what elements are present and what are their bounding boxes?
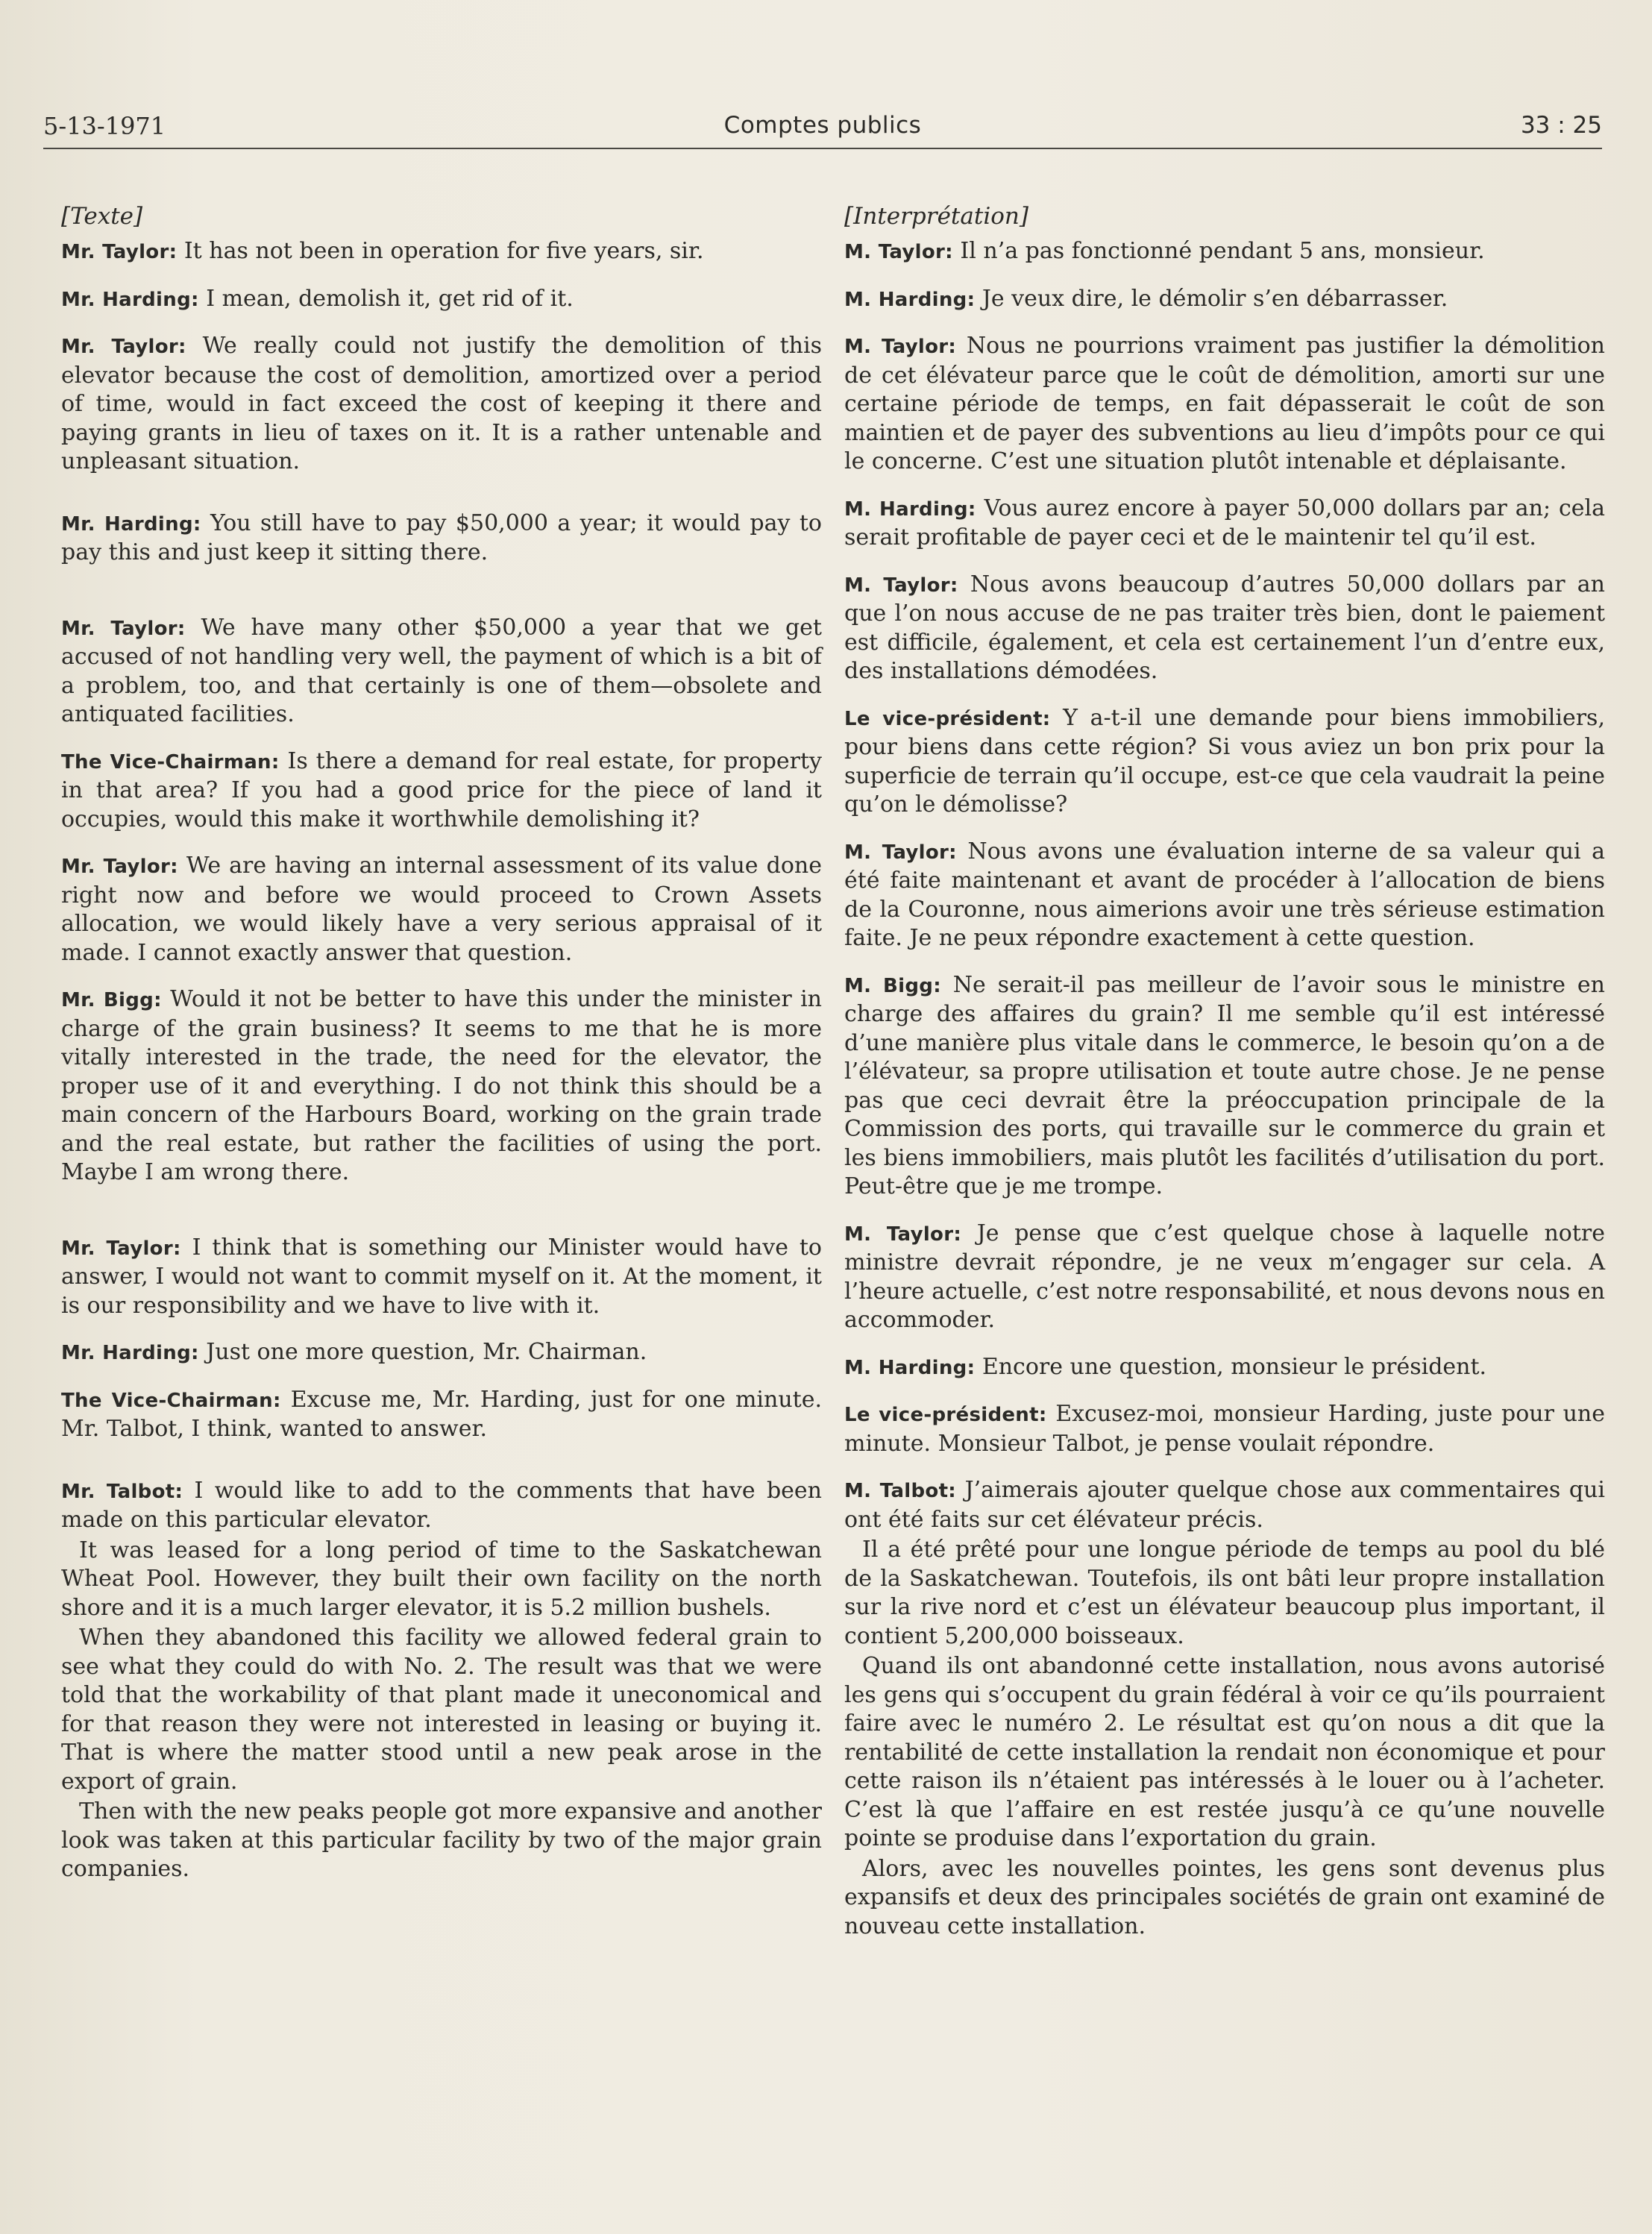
paragraph bbox=[61, 1624, 822, 1796]
speaker-name: M. Taylor: bbox=[844, 841, 957, 864]
paragraph bbox=[61, 614, 822, 729]
paragraph-text: Y a-t-il une demande pour biens immobiliers, pour biens dans cette région? Si vous aviez un bon prix pour la superficie de terrain qu’il occupe, est-ce que cela vaudrait la peine qu’on le démolisse? bbox=[844, 704, 1605, 818]
speaker-name: Mr. Taylor: bbox=[61, 856, 178, 878]
speaker-name: Mr. Taylor: bbox=[61, 336, 186, 358]
paragraph bbox=[844, 237, 1605, 267]
paragraph bbox=[844, 838, 1605, 953]
speaker-name: M. Harding: bbox=[844, 288, 976, 311]
paragraph-text: We really could not justify the demolition of this elevator because the cost of demolition, amortized over a period of time, would in fact exceed the cost of keeping it there and paying grants in lieu of taxes on it. It is a rather untenable and unpleasant situation. bbox=[61, 333, 822, 474]
speaker-name: Mr. Bigg: bbox=[61, 989, 162, 1011]
speaker-name: Mr. Harding: bbox=[61, 288, 199, 311]
paragraph-text: Ne serait-il pas meilleur de l’avoir sous le ministre en charge des affaires du grain? Il me semble qu’il est intéressé d’une manière plus vitale dans le commerce, le besoin qu’on a de l’élévateur, sa propre utilisation et toute autre chose. Je ne pense pas que ceci devrait être la préoccupation principale de la Commission des ports, qui travaille sur le commerce du grain et les biens immobiliers, mais plutôt les facilités d’utilisation du port. Peut-être que je me trompe. bbox=[844, 971, 1605, 1199]
speaker-name: Le vice-président: bbox=[844, 1404, 1047, 1426]
paragraph-text: Nous ne pourrions vraiment pas justifier la démolition de cet élévateur parce que le coût de démolition, amorti sur une certaine période de temps, en fait dépasserait le coût de son maintien et de payer des subventions au lieu d’impôts pour ce qui le concerne. C’est une situation plutôt intenable et déplaisante. bbox=[844, 333, 1606, 474]
speaker-name: The Vice-Chairman: bbox=[61, 1389, 281, 1412]
paragraph-text: Excuse me, Mr. Harding, just for one minute. Mr. Talbot, I think, wanted to answer. bbox=[61, 1386, 822, 1442]
paragraph bbox=[844, 1652, 1605, 1854]
paragraph-text: Excusez-moi, monsieur Harding, juste pour une minute. Monsieur Talbot, je pense voulait répondre. bbox=[844, 1401, 1605, 1457]
paragraph-text: You still have to pay $50,000 a year; it would pay to pay this and just keep it sitting there. bbox=[61, 509, 822, 565]
paragraph bbox=[61, 1798, 822, 1884]
paragraph bbox=[61, 285, 822, 315]
paragraph-text: Il n’a pas fonctionné pendant 5 ans, monsieur. bbox=[952, 238, 1485, 264]
speaker-name: Mr. Harding: bbox=[61, 512, 201, 536]
paragraph bbox=[844, 495, 1605, 553]
paragraph bbox=[61, 1386, 822, 1444]
english-column bbox=[61, 201, 822, 1886]
speaker-name: M. Taylor: bbox=[844, 574, 958, 597]
speaker-name: M. Taylor: bbox=[844, 336, 957, 358]
speaker-name: Mr. Taylor: bbox=[61, 617, 186, 640]
speaker-name: M. Taylor: bbox=[844, 1223, 962, 1246]
paragraph-text: Quand ils ont abandonné cette installation, nous avons autorisé les gens qui s’occupent du grain fédéral à voir ce qu’ils pourraient faire avec le numéro 2. Le résultat est qu’on nous a dit que la rentabilité de cette installation la rendait non économique et pour cette raison ils n’étaient pas intéressés à le louer ou à l’acheter. C’est là que l’affaire en est restée jusqu’à ce qu’une nouvelle pointe se produise dans l’exportation du grain. bbox=[844, 1653, 1605, 1851]
paragraph bbox=[844, 1353, 1605, 1383]
paragraph bbox=[844, 285, 1605, 315]
paragraph-text: J’aimerais ajouter quelque chose aux commentaires qui ont été faits sur cet élévateur précis. bbox=[844, 1477, 1605, 1533]
speaker-name: M. Harding: bbox=[844, 1356, 976, 1379]
column-tag: [Texte] bbox=[61, 203, 143, 230]
speaker-name: M. Taylor: bbox=[844, 241, 953, 263]
paragraph-text: Il a été prêté pour une longue période de temps au pool du blé de la Saskatchewan. Toutefois, ils ont bâti leur propre installation sur la rive nord et c’est un élévateur beaucoup plus important, il contient 5,200,000 boisseaux. bbox=[844, 1537, 1605, 1649]
paragraph bbox=[844, 1220, 1605, 1335]
paragraph-text: Vous aurez encore à payer 50,000 dollars par an; cela serait profitable de payer ceci et de le maintenir tel qu’il est. bbox=[844, 495, 1605, 550]
paragraph-text: Je pense que c’est quelque chose à laquelle notre ministre devrait répondre, je ne veux m’engager sur cela. A l’heure actuelle, c’est notre responsabilité, et nous devons nous en accommoder. bbox=[844, 1220, 1606, 1333]
paragraph bbox=[844, 1400, 1605, 1458]
paragraph-text: Then with the new peaks people got more expansive and another look was taken at this particular facility by two of the major grain companies. bbox=[61, 1798, 822, 1882]
speaker-name: M. Harding: bbox=[844, 498, 976, 521]
speaker-name: M. Talbot: bbox=[844, 1480, 957, 1502]
paragraph bbox=[61, 985, 822, 1187]
paragraph-text: Nous avons une évaluation interne de sa valeur qui a été faite maintenant et avant de procéder à l’allocation de biens de la Couronne, nous aimerions avoir une très sérieuse estimation faite. Je ne peux répondre exactement à cette question. bbox=[844, 838, 1606, 951]
french-column bbox=[844, 201, 1605, 1942]
paragraph bbox=[61, 1477, 822, 1535]
speaker-name: Mr. Taylor: bbox=[61, 241, 178, 263]
header-rule bbox=[43, 148, 1602, 149]
paragraph bbox=[61, 747, 822, 835]
paragraph bbox=[61, 852, 822, 967]
speaker-name: The Vice-Chairman: bbox=[61, 750, 280, 774]
paragraph-text: Just one more question, Mr. Chairman. bbox=[198, 1339, 647, 1365]
speaker-name: Le vice-président: bbox=[844, 707, 1051, 730]
paragraph-text: It has not been in operation for five years, sir. bbox=[177, 238, 704, 264]
paragraph bbox=[61, 332, 822, 477]
paragraph bbox=[61, 509, 822, 568]
paragraph bbox=[61, 1537, 822, 1623]
paragraph-text: Je veux dire, le démolir s’en débarrasser. bbox=[975, 285, 1448, 312]
paragraph bbox=[844, 571, 1605, 686]
paragraph-text: When they abandoned this facility we allowed federal grain to see what they could do with No. 2. The result was that we were told that the workability of that plant made it uneconomical and for that reason they were not interested in leasing or buying it. That is where the matter stood until a new peak arose in the export of grain. bbox=[61, 1625, 822, 1795]
header-date: 5-13-1971 bbox=[43, 112, 166, 140]
paragraph-text: It was leased for a long period of time to the Saskatchewan Wheat Pool. However, they built their own facility on the north shore and it is a much larger elevator, it is 5.2 million bushels. bbox=[61, 1537, 822, 1621]
speaker-name: Mr. Taylor: bbox=[61, 1237, 181, 1260]
paragraph-text: Encore une question, monsieur le président. bbox=[975, 1353, 1487, 1380]
paragraph-text: We are having an internal assessment of its value done right now and before we would proceed to Crown Assets allocation, we would likely have a very serious appraisal of it made. I cannot exactly answer that question. bbox=[61, 853, 822, 966]
column-tag: [Interprétation] bbox=[844, 203, 1028, 230]
paragraph bbox=[844, 971, 1605, 1202]
paragraph-text: I mean, demolish it, get rid of it. bbox=[198, 285, 574, 312]
paragraph-text: I would like to add to the comments that have been made on this particular elevator. bbox=[61, 1477, 823, 1533]
header-page-number: 33 : 25 bbox=[1520, 112, 1602, 139]
paragraph-text: Is there a demand for real estate, for property in that area? If you had a good price for the piece of land it occupies, would this make it worthwhile demolishing it? bbox=[61, 747, 822, 832]
paragraph-text: Alors, avec les nouvelles pointes, les gens sont devenus plus expansifs et deux des principales sociétés de grain ont examiné de nouveau cette installation. bbox=[844, 1855, 1605, 1939]
paragraph-text: Nous avons beaucoup d’autres 50,000 dollars par an que l’on nous accuse de ne pas traiter très bien, dont le paiement est difficile, également, et cela est certainement l’un d’entre eux, des installations démodées. bbox=[844, 571, 1605, 684]
paragraph bbox=[844, 1476, 1605, 1534]
paragraph bbox=[844, 1855, 1605, 1942]
paragraph bbox=[844, 1536, 1605, 1651]
paragraph-text: We have many other $50,000 a year that we get accused of not handling very well, the payment of which is a bit of a problem, too, and that certainly is one of them—obsolete and antiquated facilities. bbox=[61, 614, 822, 727]
paragraph-text: Would it not be better to have this under the minister in charge of the grain business? It seems to me that he is more vitally interested in the trade, the need for the elevator, the proper use of it and everything. I do not think this should be a main concern of the Harbours Board, working on the grain trade and the real estate, but rather the facilities of using the port. Maybe I am wrong there. bbox=[61, 986, 822, 1185]
speaker-name: Mr. Harding: bbox=[61, 1342, 199, 1364]
speaker-name: M. Bigg: bbox=[844, 974, 941, 997]
header-title: Comptes publics bbox=[723, 112, 922, 139]
paragraph bbox=[844, 704, 1605, 820]
paragraph bbox=[61, 1338, 822, 1368]
paragraph bbox=[61, 1234, 822, 1321]
speaker-name: Mr. Talbot: bbox=[61, 1480, 183, 1503]
paragraph bbox=[61, 237, 822, 267]
page-header bbox=[43, 112, 1602, 149]
paragraph bbox=[844, 332, 1605, 477]
paragraph-text: I think that is something our Minister would have to answer, I would not want to commit myself on it. At the moment, it is our responsibility and we have to live with it. bbox=[61, 1234, 822, 1319]
